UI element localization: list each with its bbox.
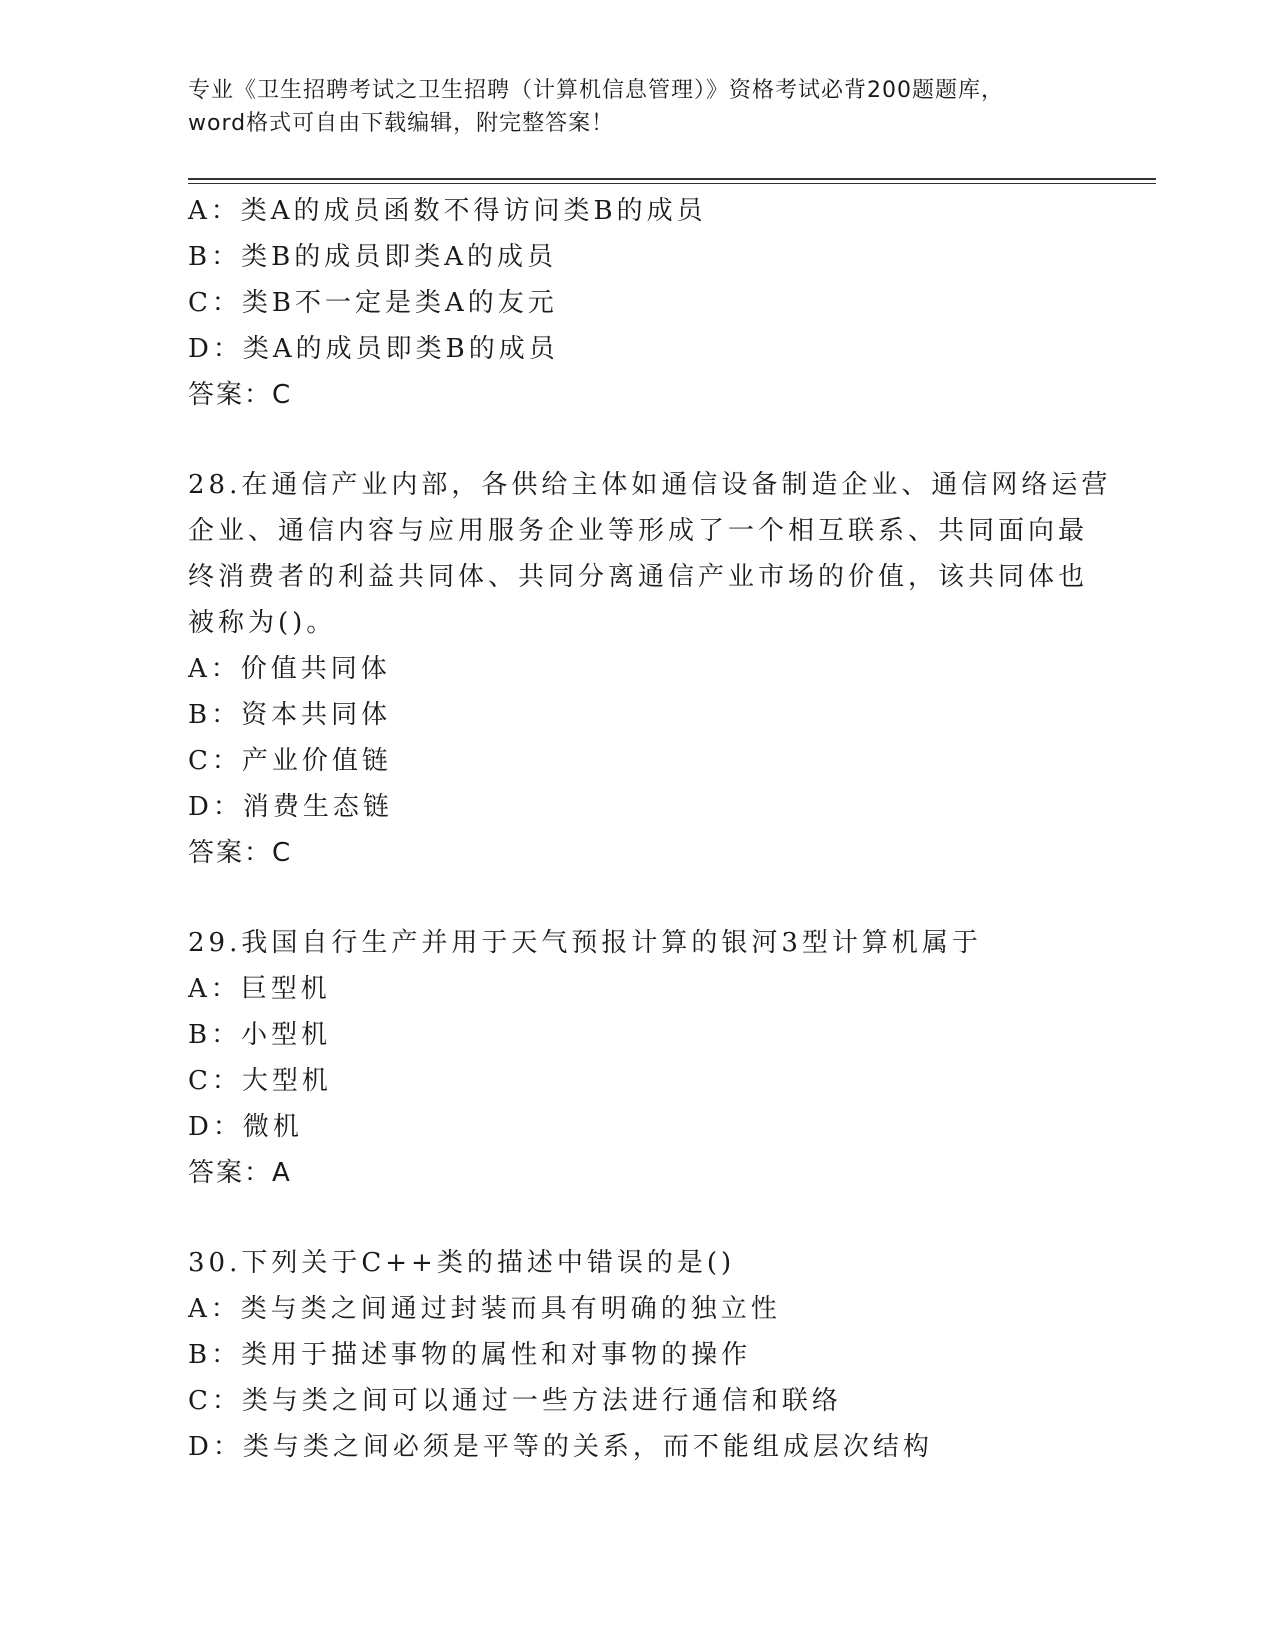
option-a: A：价值共同体 (188, 654, 391, 684)
answer-line: 答案：C (188, 838, 293, 868)
option-d: D：类与类之间必须是平等的关系，而不能组成层次结构 (188, 1432, 933, 1462)
option-c: C：类与类之间可以通过一些方法进行通信和联络 (188, 1386, 842, 1416)
question-stem: 终消费者的利益共同体、共同分离通信产业市场的价值，该共同体也 (188, 562, 1089, 592)
option-b: B：小型机 (188, 1020, 332, 1050)
question-29 (188, 920, 1088, 1196)
option-d: D：微机 (188, 1112, 303, 1142)
option-a: A：巨型机 (188, 974, 331, 1004)
option-d: D：类A的成员即类B的成员 (188, 334, 559, 364)
document-header (188, 74, 1088, 140)
question-stem: 30.下列关于C++类的描述中错误的是() (188, 1248, 736, 1278)
answer-line: 答案：A (188, 1158, 292, 1188)
option-d: D：消费生态链 (188, 792, 393, 822)
option-c: C：类B不一定是类A的友元 (188, 288, 558, 318)
answer-line: 答案：C (188, 380, 293, 410)
option-c: C：大型机 (188, 1066, 332, 1096)
option-a: A：类A的成员函数不得访问类B的成员 (188, 196, 707, 226)
question-27-continued (188, 188, 1088, 418)
option-a: A：类与类之间通过封装而具有明确的独立性 (188, 1294, 781, 1324)
header-line-2: word格式可自由下载编辑，附完整答案！ (188, 111, 615, 136)
question-30 (188, 1240, 1088, 1470)
option-b: B：资本共同体 (188, 700, 392, 730)
question-stem: 企业、通信内容与应用服务企业等形成了一个相互联系、共同面向最 (188, 516, 1089, 546)
question-stem: 28.在通信产业内部，各供给主体如通信设备制造企业、通信网络运营 (188, 470, 1112, 500)
header-divider-thick (188, 178, 1156, 180)
option-b: B：类用于描述事物的属性和对事物的操作 (188, 1340, 752, 1370)
question-28 (188, 462, 1112, 876)
question-stem: 29.我国自行生产并用于天气预报计算的银河3型计算机属于 (188, 928, 982, 958)
header-line-1: 专业《卫生招聘考试之卫生招聘（计算机信息管理）》资格考试必背200题题库， (188, 78, 1004, 103)
header-divider-thin (188, 183, 1156, 184)
question-stem: 被称为()。 (188, 608, 337, 638)
option-c: C：产业价值链 (188, 746, 392, 776)
option-b: B：类B的成员即类A的成员 (188, 242, 557, 272)
question-content (188, 188, 1112, 1470)
